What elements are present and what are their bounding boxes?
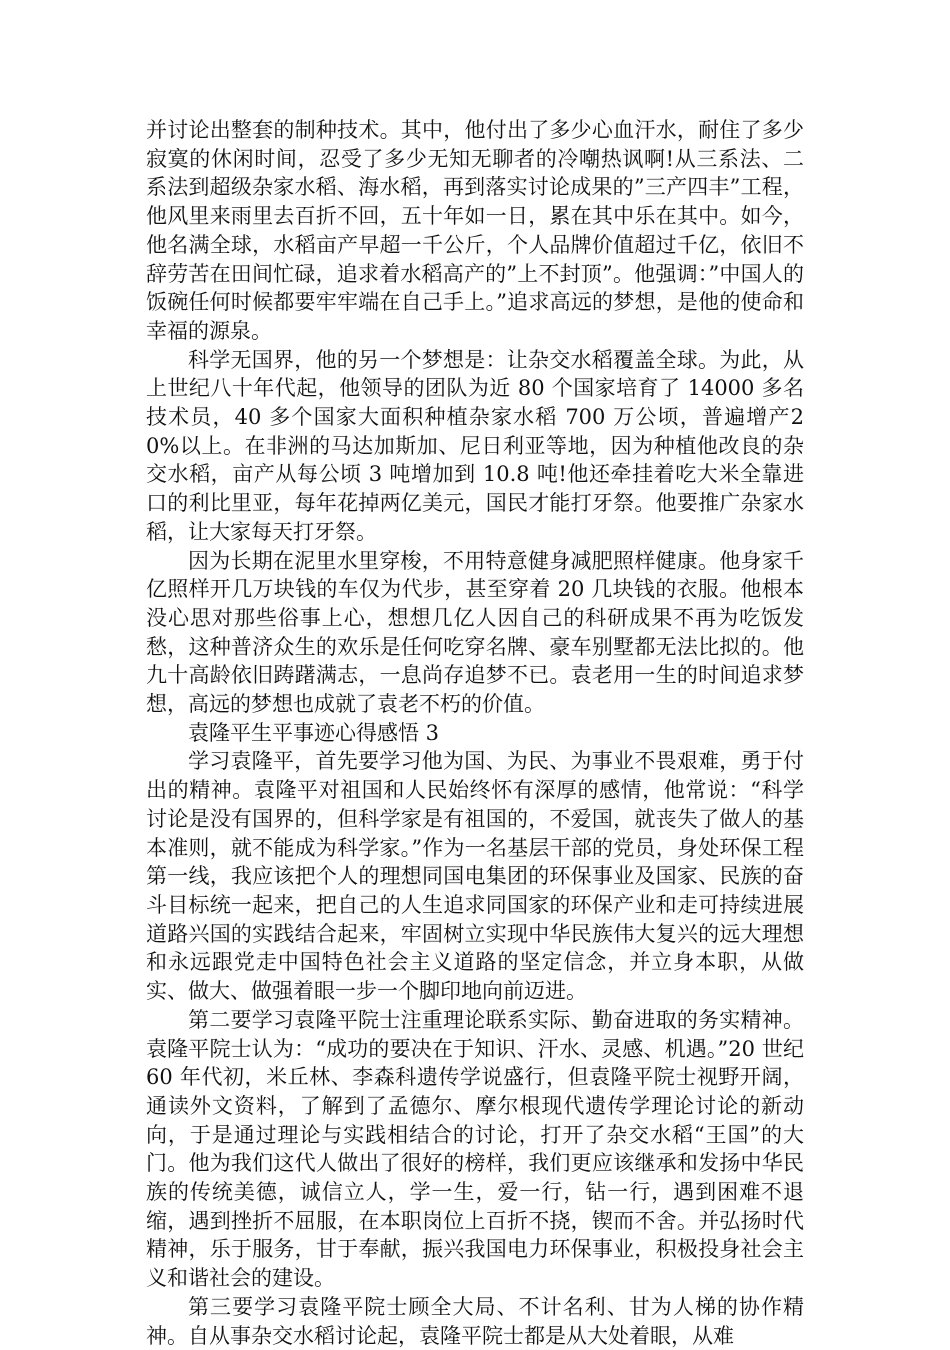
section-heading: 袁隆平生平事迹心得感悟 3 <box>188 720 440 745</box>
paragraph-continuation: 并讨论出整套的制种技术。其中，他付出了多少心血汗水，耐住了多少寂寞的休闲时间，忍受了多少无知无聊者的冷嘲热讽啊!从三系法、二系法到超级杂家水稻、海水稻，再到落实讨论成果的”三产四丰”工程，他风里来雨里去百折不回，五十年如一日，累在其中乐在其中。如今，他名满全球，水稻亩产早超一千公斤，个人品牌价值超过千亿，依旧不辞劳苦在田间忙碌，追求着水稻高产的”上不封顶”。他强调：”中国人的饭碗任何时候都要牢牢端在自己手上。”追求高远的梦想，是他的使命和幸福的源泉。 <box>146 118 804 343</box>
paragraph-patriotism: 学习袁隆平，首先要学习他为国、为民、为事业不畏艰难，勇于付出的精神。袁隆平对祖国和人民始终怀有深厚的感情，他常说：“科学讨论是没有国界的，但科学家是有祖国的，不爱国，就丧失了做人的基本准则，就不能成为科学家。”作为一名基层干部的党员，身处环保工程第一线，我应该把个人的理想同国电集团的环保事业及国家、民族的奋斗目标统一起来，把自己的人生追求同国家的环保产业和走可持续进展道路兴国的实践结合起来，牢固树立实现中华民族伟大复兴的远大理想和永远跟党走中国特色社会主义道路的坚定信念，并立身本职，从做实、做大、做强着眼一步一个脚印地向前迈进。 <box>146 749 804 1004</box>
paragraph-global-dream: 科学无国界，他的另一个梦想是：让杂交水稻覆盖全球。为此，从上世纪八十年代起，他领导的团队为近 80 个国家培育了 14000 多名技术员，40 多个国家大面积种植杂家水稻 700 万公顷，普遍增产20%以上。在非洲的马达加斯加、尼日利亚等地，因为种植他改良的杂交水稻，亩产从每公顷 3 吨增加到 10.8 吨!他还牵挂着吃大米全靠进口的利比里亚，每年花掉两亿美元，国民才能打牙祭。他要推广杂家水稻，让大家每天打牙祭。 <box>146 347 804 544</box>
paragraph-cooperation: 第三要学习袁隆平院士顾全大局、不计名利、甘为人梯的协作精神。自从事杂交水稻讨论起，袁隆平院士都是从大处着眼，从难 <box>146 1294 804 1348</box>
paragraph-practical-spirit: 第二要学习袁隆平院士注重理论联系实际、勤奋进取的务实精神。袁隆平院士认为：“成功的要决在于知识、汗水、灵感、机遇。”20 世纪 60 年代初，米丘林、李森科遗传学说盛行，但袁隆平院士视野开阔，通读外文资料，了解到了孟德尔、摩尔根现代遗传学理论讨论的新动向，于是通过理论与实践相结合的讨论，打开了杂交水稻“王国”的大门。他为我们这代人做出了很好的榜样，我们更应该继承和发扬中华民族的传统美德，诚信立人，学一生，爱一行，钻一行，遇到困难不退缩，遇到挫折不屈服，在本职岗位上百折不挠，锲而不舍。并弘扬时代精神，乐于服务，甘于奉献，振兴我国电力环保事业，积极投身社会主义和谐社会的建设。 <box>146 1007 804 1291</box>
document-body <box>146 116 804 1350</box>
paragraph-simple-life: 因为长期在泥里水里穿梭，不用特意健身减肥照样健康。他身家千亿照样开几万块钱的车仅为代步，甚至穿着 20 几块钱的衣服。他根本没心思对那些俗事上心，想想几亿人因自己的科研成果不再为吃饭发愁，这种普济众生的欢乐是任何吃穿名牌、豪车别墅都无法比拟的。他九十高龄依旧踌躇满志，一息尚存追梦不已。袁老用一生的时间追求梦想，高远的梦想也成就了袁老不朽的价值。 <box>146 548 804 717</box>
